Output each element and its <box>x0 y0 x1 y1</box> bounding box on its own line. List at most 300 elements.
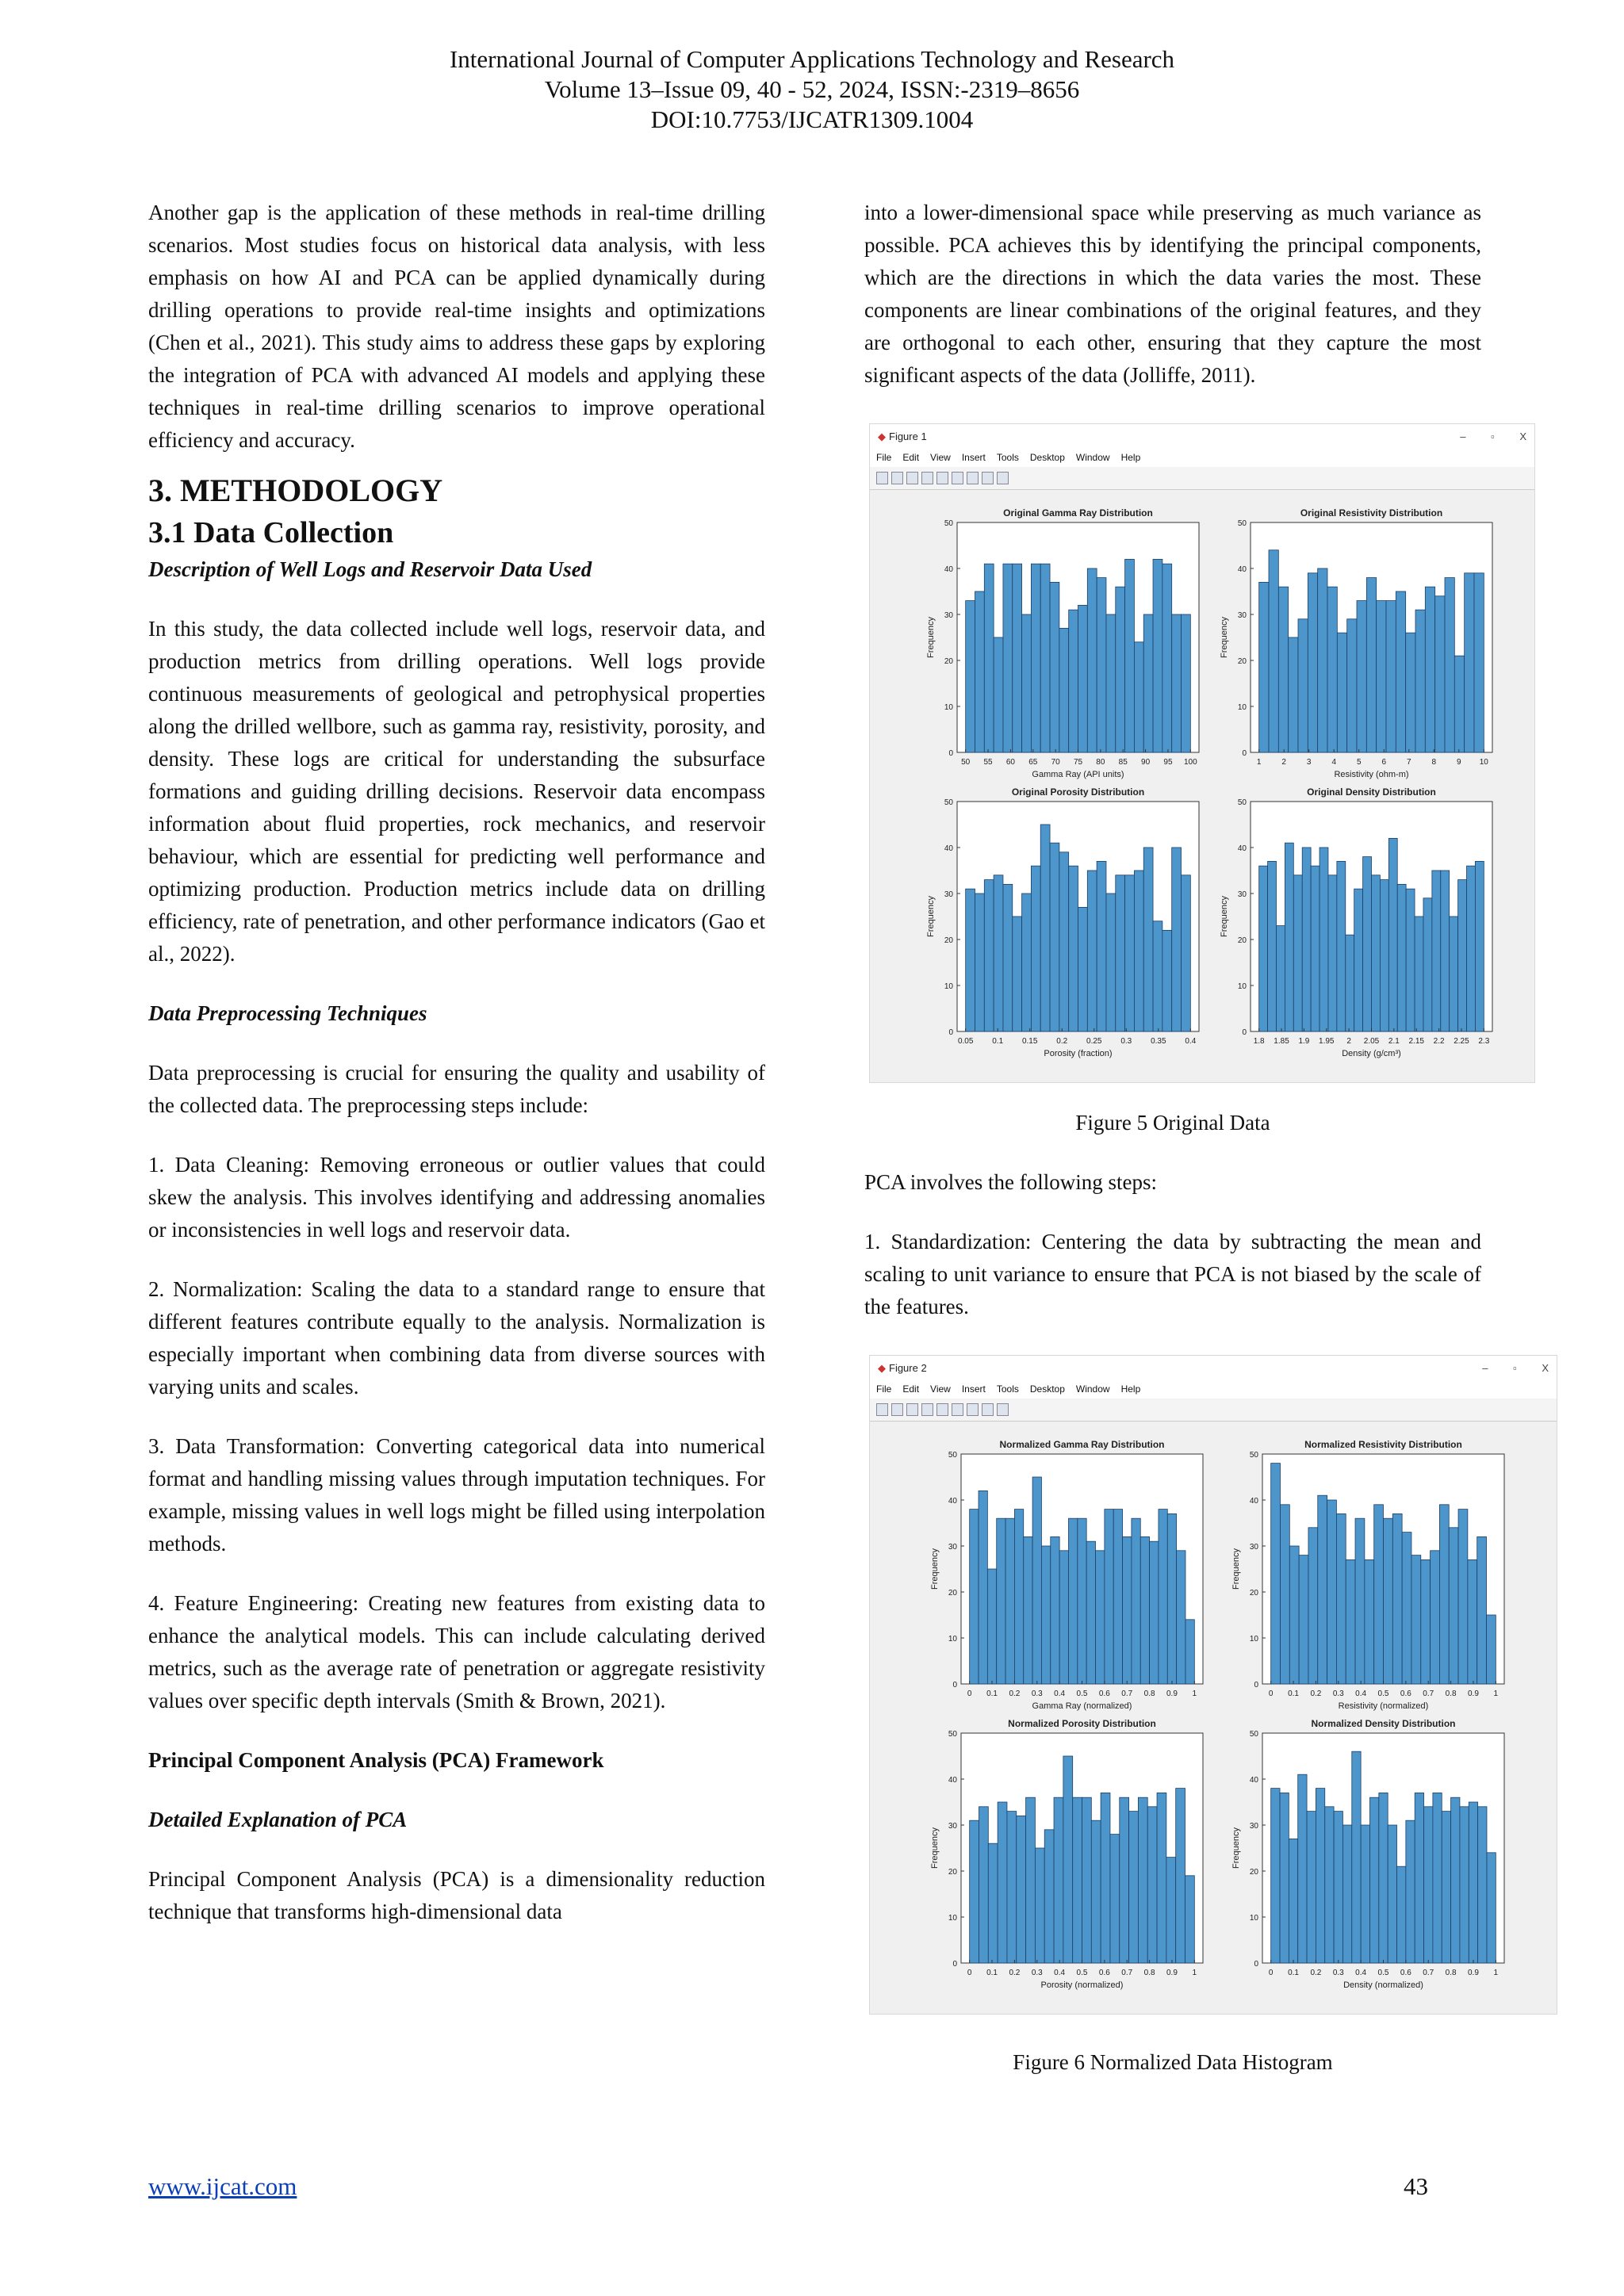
figure-6-charts <box>870 1422 1555 2012</box>
x-axis-label: Porosity (fraction) <box>1044 1049 1113 1058</box>
minimize-button[interactable]: – <box>1482 1361 1488 1374</box>
histogram-bar <box>1040 825 1050 1031</box>
y-tick-label: 40 <box>1237 565 1247 574</box>
histogram-bar <box>1026 1797 1036 1963</box>
histogram-bar <box>1022 894 1032 1031</box>
y-axis-label: Frequency <box>926 617 936 658</box>
histogram-bar <box>1120 1797 1129 1963</box>
menu-help[interactable]: Help <box>1120 1383 1141 1395</box>
histogram-bar <box>1449 1528 1458 1684</box>
menu-desktop[interactable]: Desktop <box>1029 451 1065 463</box>
figure-5-plot-area <box>870 491 1534 1082</box>
open-file-icon[interactable] <box>891 472 903 484</box>
histogram-bar <box>1059 628 1069 752</box>
histogram-subplot <box>1220 507 1492 779</box>
histogram-bar <box>1374 1505 1384 1684</box>
histogram-bar <box>1369 1797 1378 1963</box>
histogram-bar <box>1342 1825 1351 1963</box>
histogram-bar <box>1259 866 1268 1031</box>
print-icon[interactable] <box>921 472 933 484</box>
x-tick-label: 100 <box>1183 758 1197 767</box>
histogram-bar <box>1384 1518 1393 1684</box>
histogram-bar <box>1366 578 1376 752</box>
link-icon[interactable] <box>936 472 948 484</box>
subplot-title: Normalized Porosity Distribution <box>1008 1718 1156 1729</box>
y-tick-label: 50 <box>1249 1451 1258 1460</box>
pointer-icon[interactable] <box>982 472 994 484</box>
histogram-bar <box>1468 1559 1477 1684</box>
histogram-bar <box>1276 926 1285 1031</box>
x-tick-label: 7 <box>1406 758 1411 767</box>
x-tick-label: 70 <box>1051 758 1060 767</box>
y-tick-label: 50 <box>944 798 953 807</box>
open-file-icon[interactable] <box>891 1403 903 1416</box>
section-heading: 3. METHODOLOGY <box>148 473 443 508</box>
histogram-bar <box>1337 633 1346 752</box>
histogram-bar <box>1022 614 1032 752</box>
y-tick-label: 10 <box>944 982 953 991</box>
histogram-bar <box>1386 601 1396 752</box>
histogram-bar <box>1113 1510 1122 1684</box>
histogram-bar <box>994 637 1003 752</box>
histogram-bar <box>1134 871 1143 1031</box>
x-tick-label: 95 <box>1163 758 1173 767</box>
histogram-bar <box>1298 1774 1307 1963</box>
pca-steps-intro: PCA involves the following steps: <box>864 1170 1158 1194</box>
y-tick-label: 30 <box>948 1543 957 1552</box>
histogram-bar <box>1460 1807 1469 1963</box>
menu-window[interactable]: Window <box>1075 451 1110 463</box>
y-tick-label: 10 <box>1249 1914 1258 1923</box>
y-axis-label: Frequency <box>1231 1827 1241 1869</box>
close-button[interactable]: X <box>1542 1361 1549 1374</box>
histogram-bar <box>1354 889 1363 1031</box>
histogram-bar <box>987 1569 996 1684</box>
save-icon[interactable] <box>906 472 918 484</box>
y-tick-label: 0 <box>1242 1028 1247 1037</box>
insert-legend-icon[interactable] <box>967 1403 979 1416</box>
histogram-bar <box>1379 1793 1388 1963</box>
histogram-bar <box>1299 1556 1308 1684</box>
histogram-bar <box>1063 1756 1073 1963</box>
x-axis-label: Density (normalized) <box>1343 1980 1423 1990</box>
y-tick-label: 10 <box>948 1635 957 1644</box>
x-tick-label: 0.6 <box>1400 1969 1411 1977</box>
histogram-bar <box>1078 1518 1086 1684</box>
x-tick-label: 0.05 <box>957 1037 974 1046</box>
histogram-bar <box>1003 884 1013 1031</box>
histogram-bar <box>1143 614 1153 752</box>
histogram-bar <box>979 1490 987 1684</box>
histogram-subplot <box>926 507 1199 779</box>
y-tick-label: 10 <box>1237 982 1247 991</box>
histogram-bar <box>1182 614 1191 752</box>
y-tick-label: 40 <box>1249 1497 1258 1506</box>
x-tick-label: 0.9 <box>1468 1969 1479 1977</box>
histogram-bar <box>1031 564 1040 752</box>
x-axis-label: Gamma Ray (normalized) <box>1032 1701 1132 1711</box>
y-tick-label: 40 <box>948 1776 957 1785</box>
y-tick-label: 20 <box>948 1868 957 1877</box>
pca-framework-heading: Principal Component Analysis (PCA) Framework <box>148 1748 604 1772</box>
histogram-bar <box>1432 871 1441 1031</box>
histogram-bar <box>966 889 975 1031</box>
menu-file[interactable]: File <box>876 1383 892 1395</box>
x-tick-label: 0.25 <box>1086 1037 1102 1046</box>
x-tick-label: 0.7 <box>1121 1969 1133 1977</box>
x-tick-label: 0.4 <box>1355 1689 1367 1698</box>
histogram-bar <box>1259 582 1269 752</box>
histogram-bar <box>1172 848 1182 1031</box>
histogram-bar <box>1032 1477 1041 1684</box>
x-tick-label: 1 <box>1192 1689 1197 1698</box>
x-tick-label: 0 <box>1268 1969 1274 1977</box>
pointer-icon[interactable] <box>982 1403 994 1416</box>
x-axis-label: Density (g/cm³) <box>1342 1049 1401 1058</box>
histogram-bar <box>1147 1807 1157 1963</box>
histogram-bar <box>1129 1812 1139 1963</box>
journal-header <box>0 44 1624 135</box>
menu-help[interactable]: Help <box>1120 451 1141 463</box>
histogram-bar <box>984 880 994 1031</box>
x-tick-label: 0.1 <box>1288 1689 1299 1698</box>
x-tick-label: 1.8 <box>1253 1037 1265 1046</box>
histogram-bar <box>1289 637 1298 752</box>
histogram-bar <box>1031 866 1040 1031</box>
histogram-bar <box>970 1820 979 1963</box>
histogram-bar <box>1268 861 1277 1031</box>
figure-5-charts <box>870 491 1533 1081</box>
histogram-bar <box>1017 1816 1026 1963</box>
menu-edit[interactable]: Edit <box>902 451 920 463</box>
histogram-bar <box>1347 619 1357 752</box>
maximize-button[interactable]: ▫ <box>1513 1361 1517 1374</box>
histogram-bar <box>1487 1615 1496 1684</box>
histogram-bar <box>1172 614 1182 752</box>
histogram-bar <box>1431 1551 1440 1684</box>
x-tick-label: 1 <box>1493 1969 1499 1977</box>
histogram-bar <box>1363 857 1372 1031</box>
histogram-bar <box>1392 1513 1402 1684</box>
figure-window-title: Figure 2 <box>889 1361 927 1374</box>
histogram-bar <box>1091 1820 1101 1963</box>
x-tick-label: 0.7 <box>1423 1689 1434 1698</box>
histogram-bar <box>1024 1536 1032 1684</box>
histogram-bar <box>1106 894 1116 1031</box>
y-tick-label: 40 <box>1249 1776 1258 1785</box>
x-axis-label: Resistivity (normalized) <box>1338 1701 1429 1711</box>
figure-6-plot-area <box>870 1422 1557 2014</box>
y-tick-label: 0 <box>1254 1681 1258 1689</box>
insert-colorbar-icon[interactable] <box>952 472 963 484</box>
x-tick-label: 0.5 <box>1377 1969 1389 1977</box>
menu-edit[interactable]: Edit <box>902 1383 920 1395</box>
step-normalization: 2. Normalization: Scaling the data to a standard range to ensure that different features contribute equally to the analysis. Normalization is especially important when combining data from diverse sources with varying units and scales. <box>148 1277 765 1399</box>
histogram-bar <box>1298 619 1308 752</box>
menu-file[interactable]: File <box>876 451 892 463</box>
y-tick-label: 0 <box>948 1028 953 1037</box>
histogram-bar <box>1143 848 1153 1031</box>
x-tick-label: 3 <box>1306 758 1312 767</box>
x-tick-label: 2.05 <box>1363 1037 1380 1046</box>
histogram-bar <box>1280 1505 1289 1684</box>
histogram-bar <box>1352 1751 1361 1963</box>
histogram-bar <box>1087 568 1097 752</box>
histogram-subplot <box>930 1718 1203 1990</box>
intro-paragraph: Another gap is the application of these methods in real-time drilling scenarios. Most studies focus on historical data analysis, with less emphasis on how AI and PCA can be applied dynamically during drilling operations to provide real-time insights and optimizations (Chen et al., 2021). This study aims to address these gaps by exploring the integration of PCA with advanced AI models and applying these techniques in real-time drilling scenarios to improve operational efficiency and accuracy. <box>148 201 765 452</box>
y-tick-label: 20 <box>1237 657 1247 666</box>
close-button[interactable]: X <box>1519 430 1526 442</box>
figure-5-window <box>869 423 1535 1083</box>
menu-insert[interactable]: Insert <box>961 451 986 463</box>
x-tick-label: 10 <box>1479 758 1488 767</box>
y-tick-label: 30 <box>944 611 953 620</box>
histogram-bar <box>1059 1551 1068 1684</box>
histogram-bar <box>1334 1812 1342 1963</box>
menu-tools[interactable]: Tools <box>996 451 1019 463</box>
histogram-bar <box>1086 1541 1095 1684</box>
link-icon[interactable] <box>936 1403 948 1416</box>
y-tick-label: 50 <box>948 1730 957 1739</box>
x-tick-label: 0.2 <box>1310 1969 1322 1977</box>
new-figure-icon[interactable] <box>876 1403 888 1416</box>
histogram-bar <box>984 564 994 752</box>
histogram-bar <box>1138 1797 1147 1963</box>
histogram-bar <box>1073 1797 1082 1963</box>
figure-6-window <box>869 1355 1557 2015</box>
histogram-bar <box>1365 1559 1374 1684</box>
histogram-bar <box>1280 1793 1289 1963</box>
histogram-bar <box>1355 1518 1365 1684</box>
y-tick-label: 10 <box>948 1914 957 1923</box>
histogram-bar <box>966 601 975 752</box>
x-tick-label: 0.9 <box>1166 1689 1178 1698</box>
y-tick-label: 10 <box>1237 703 1247 712</box>
y-axis-label: Frequency <box>1220 896 1229 937</box>
figure-6-caption: Figure 6 Normalized Data Histogram <box>1013 2050 1333 2074</box>
x-tick-label: 8 <box>1431 758 1437 767</box>
histogram-bar <box>1406 1820 1415 1963</box>
subplot-title: Original Resistivity Distribution <box>1300 507 1443 519</box>
histogram-bar <box>1007 1812 1017 1963</box>
insert-colorbar-icon[interactable] <box>952 1403 963 1416</box>
x-tick-label: 2.1 <box>1388 1037 1400 1046</box>
minimize-button[interactable]: – <box>1460 430 1466 442</box>
histogram-bar <box>1068 1518 1077 1684</box>
histogram-bar <box>1439 1505 1449 1684</box>
subsection-heading: 3.1 Data Collection <box>148 516 394 549</box>
histogram-bar <box>1162 930 1172 1031</box>
x-tick-label: 0.1 <box>992 1037 1004 1046</box>
save-icon[interactable] <box>906 1403 918 1416</box>
insert-legend-icon[interactable] <box>967 472 979 484</box>
histogram-bar <box>1469 1802 1477 1963</box>
new-figure-icon[interactable] <box>876 472 888 484</box>
y-tick-label: 50 <box>1237 519 1247 528</box>
property-inspector-icon[interactable] <box>997 472 1009 484</box>
histogram-bar <box>1097 861 1106 1031</box>
histogram-bar <box>1318 568 1327 752</box>
y-tick-label: 50 <box>1237 798 1247 807</box>
x-tick-label: 90 <box>1141 758 1151 767</box>
histogram-bar <box>994 875 1003 1031</box>
histogram-bar <box>1421 1559 1431 1684</box>
histogram-bar <box>1082 1797 1092 1963</box>
x-tick-label: 0.4 <box>1355 1969 1367 1977</box>
histogram-bar <box>1134 642 1143 752</box>
print-icon[interactable] <box>921 1403 933 1416</box>
figure-window-title: Figure 1 <box>889 430 927 442</box>
histogram-bar <box>1150 1541 1159 1684</box>
x-tick-label: 0.8 <box>1445 1969 1457 1977</box>
menu-insert[interactable]: Insert <box>961 1383 986 1395</box>
x-tick-label: 0.1 <box>986 1969 998 1977</box>
x-tick-label: 0.8 <box>1143 1689 1155 1698</box>
pca-explanation-heading: Detailed Explanation of PCA <box>148 1808 408 1831</box>
histogram-bar <box>1289 1546 1299 1684</box>
histogram-bar <box>1361 1825 1369 1963</box>
histogram-bar <box>1458 1510 1468 1684</box>
journal-title: International Journal of Computer Applications Technology and Research <box>449 45 1175 73</box>
x-tick-label: 4 <box>1331 758 1337 767</box>
property-inspector-icon[interactable] <box>997 1403 1009 1416</box>
x-tick-label: 1 <box>1192 1969 1197 1977</box>
histogram-bar <box>1327 1500 1337 1684</box>
histogram-bar <box>1125 559 1135 752</box>
x-tick-label: 0.2 <box>1056 1037 1068 1046</box>
subplot-title: Normalized Gamma Ray Distribution <box>999 1439 1165 1450</box>
histogram-bar <box>1307 1812 1316 1963</box>
x-tick-label: 0.7 <box>1423 1969 1434 1977</box>
histogram-bar <box>1153 559 1162 752</box>
histogram-bar <box>1423 898 1432 1031</box>
histogram-bar <box>1435 596 1445 752</box>
x-tick-label: 0.2 <box>1009 1689 1021 1698</box>
x-tick-label: 2 <box>1281 758 1286 767</box>
histogram-bar <box>1005 1518 1014 1684</box>
histogram-bar <box>1475 861 1484 1031</box>
histogram-subplot <box>1231 1718 1504 1990</box>
histogram-bar <box>1388 838 1397 1031</box>
histogram-bar <box>1402 1533 1411 1684</box>
y-tick-label: 30 <box>948 1822 957 1831</box>
subplot-title: Original Gamma Ray Distribution <box>1003 507 1153 519</box>
x-tick-label: 2.2 <box>1433 1037 1445 1046</box>
left-column <box>148 197 765 1928</box>
y-tick-label: 50 <box>948 1451 957 1460</box>
figure-5-caption: Figure 5 Original Data <box>1075 1111 1270 1135</box>
histogram-bar <box>1327 587 1337 752</box>
histogram-subplot <box>930 1439 1203 1711</box>
histogram-bar <box>1097 578 1106 752</box>
histogram-bar <box>1153 921 1162 1031</box>
histogram-bar <box>1465 573 1474 752</box>
preprocessing-paragraph: Data preprocessing is crucial for ensuring the quality and usability of the collected data. The preprocessing steps include: <box>148 1061 765 1117</box>
histogram-bar <box>1433 1793 1442 1963</box>
y-tick-label: 40 <box>944 565 953 574</box>
histogram-bar <box>1396 591 1405 752</box>
histogram-bar <box>1078 907 1088 1031</box>
histogram-bar <box>1096 1551 1105 1684</box>
menu-view[interactable]: View <box>930 1383 951 1395</box>
y-tick-label: 30 <box>1237 611 1247 620</box>
histogram-subplot <box>926 786 1199 1058</box>
histogram-bar <box>1442 1812 1450 1963</box>
histogram-bar <box>1069 610 1078 752</box>
menu-window[interactable]: Window <box>1075 1383 1110 1395</box>
y-tick-label: 40 <box>1237 844 1247 853</box>
histogram-bar <box>1271 1464 1281 1684</box>
y-axis-label: Frequency <box>930 1548 940 1590</box>
y-tick-label: 40 <box>948 1497 957 1506</box>
x-tick-label: 0.6 <box>1098 1969 1110 1977</box>
x-tick-label: 60 <box>1005 758 1015 767</box>
menu-desktop[interactable]: Desktop <box>1029 1383 1065 1395</box>
y-tick-label: 50 <box>1249 1730 1258 1739</box>
histogram-bar <box>975 591 984 752</box>
x-tick-label: 0.3 <box>1120 1037 1132 1046</box>
histogram-bar <box>1406 633 1415 752</box>
histogram-bar <box>1013 916 1022 1031</box>
x-tick-label: 0.2 <box>1310 1689 1322 1698</box>
histogram-bar <box>1014 1510 1023 1684</box>
histogram-bar <box>1271 1789 1280 1963</box>
subsection-subtitle: Description of Well Logs and Reservoir Data Used <box>148 557 592 581</box>
histogram-bar <box>1380 880 1388 1031</box>
histogram-bar <box>1289 1839 1297 1963</box>
histogram-bar <box>1397 1866 1406 1963</box>
histogram-bar <box>988 1843 998 1963</box>
histogram-bar <box>1116 587 1125 752</box>
step-data-transformation: 3. Data Transformation: Converting categorical data into numerical format and handling missing values through imputation techniques. For example, missing values in well logs might be filled using interpolation methods. <box>148 1434 765 1556</box>
histogram-bar <box>1388 1825 1396 1963</box>
step-data-cleaning: 1. Data Cleaning: Removing erroneous or outlier values that could skew the analysis. This involves identifying and addressing anomalies or inconsistencies in well logs and reservoir data. <box>148 1153 765 1242</box>
histogram-bar <box>1035 1848 1044 1963</box>
data-collection-paragraph: In this study, the data collected include well logs, reservoir data, and production metrics from drilling operations. Well logs provide continuous measurements of geological and petrophysical properties along the drilled wellbore, such as gamma ray, resistivity, porosity, and density. These logs are critical for understanding the subsurface formations and guiding drilling decisions. Reservoir data encompass information about fluid properties, rock mechanics, and reservoir behaviour, which are essential for predicting well performance and optimizing production. Production metrics include data on drilling efficiency, rate of penetration, and other performance indicators (Gao et al., 2022). <box>148 617 765 966</box>
page-number: 43 <box>1404 2172 1428 2200</box>
x-tick-label: 0.8 <box>1445 1689 1457 1698</box>
histogram-bar <box>1316 1789 1324 1963</box>
menu-tools[interactable]: Tools <box>996 1383 1019 1395</box>
histogram-bar <box>1467 866 1476 1031</box>
x-tick-label: 9 <box>1457 758 1461 767</box>
y-tick-label: 20 <box>1249 1589 1258 1598</box>
y-tick-label: 0 <box>1242 749 1247 758</box>
histogram-bar <box>1110 1835 1120 1963</box>
histogram-bar <box>1424 1807 1433 1963</box>
histogram-bar <box>1372 875 1381 1031</box>
histogram-bar <box>1415 1793 1423 1963</box>
x-tick-label: 1.9 <box>1298 1037 1310 1046</box>
maximize-button[interactable]: ▫ <box>1491 430 1495 442</box>
subplot-title: Normalized Resistivity Distribution <box>1304 1439 1462 1450</box>
y-axis-label: Frequency <box>1231 1548 1241 1590</box>
y-tick-label: 20 <box>1237 936 1247 945</box>
x-tick-label: 85 <box>1118 758 1128 767</box>
y-tick-label: 0 <box>948 749 953 758</box>
histogram-bar <box>1182 875 1191 1031</box>
menu-view[interactable]: View <box>930 451 951 463</box>
x-tick-label: 0.4 <box>1185 1037 1197 1046</box>
histogram-bar <box>1302 848 1311 1031</box>
journal-website-link[interactable]: www.ijcat.com <box>148 2172 297 2200</box>
x-axis-label: Gamma Ray (API units) <box>1032 770 1124 779</box>
x-tick-label: 1 <box>1256 758 1262 767</box>
x-tick-label: 0.9 <box>1166 1969 1178 1977</box>
histogram-bar <box>1325 1807 1334 1963</box>
histogram-bar <box>1116 875 1125 1031</box>
pca-paragraph: Principal Component Analysis (PCA) is a dimensionality reduction technique that transforms high-dimensional data <box>148 1867 765 1923</box>
